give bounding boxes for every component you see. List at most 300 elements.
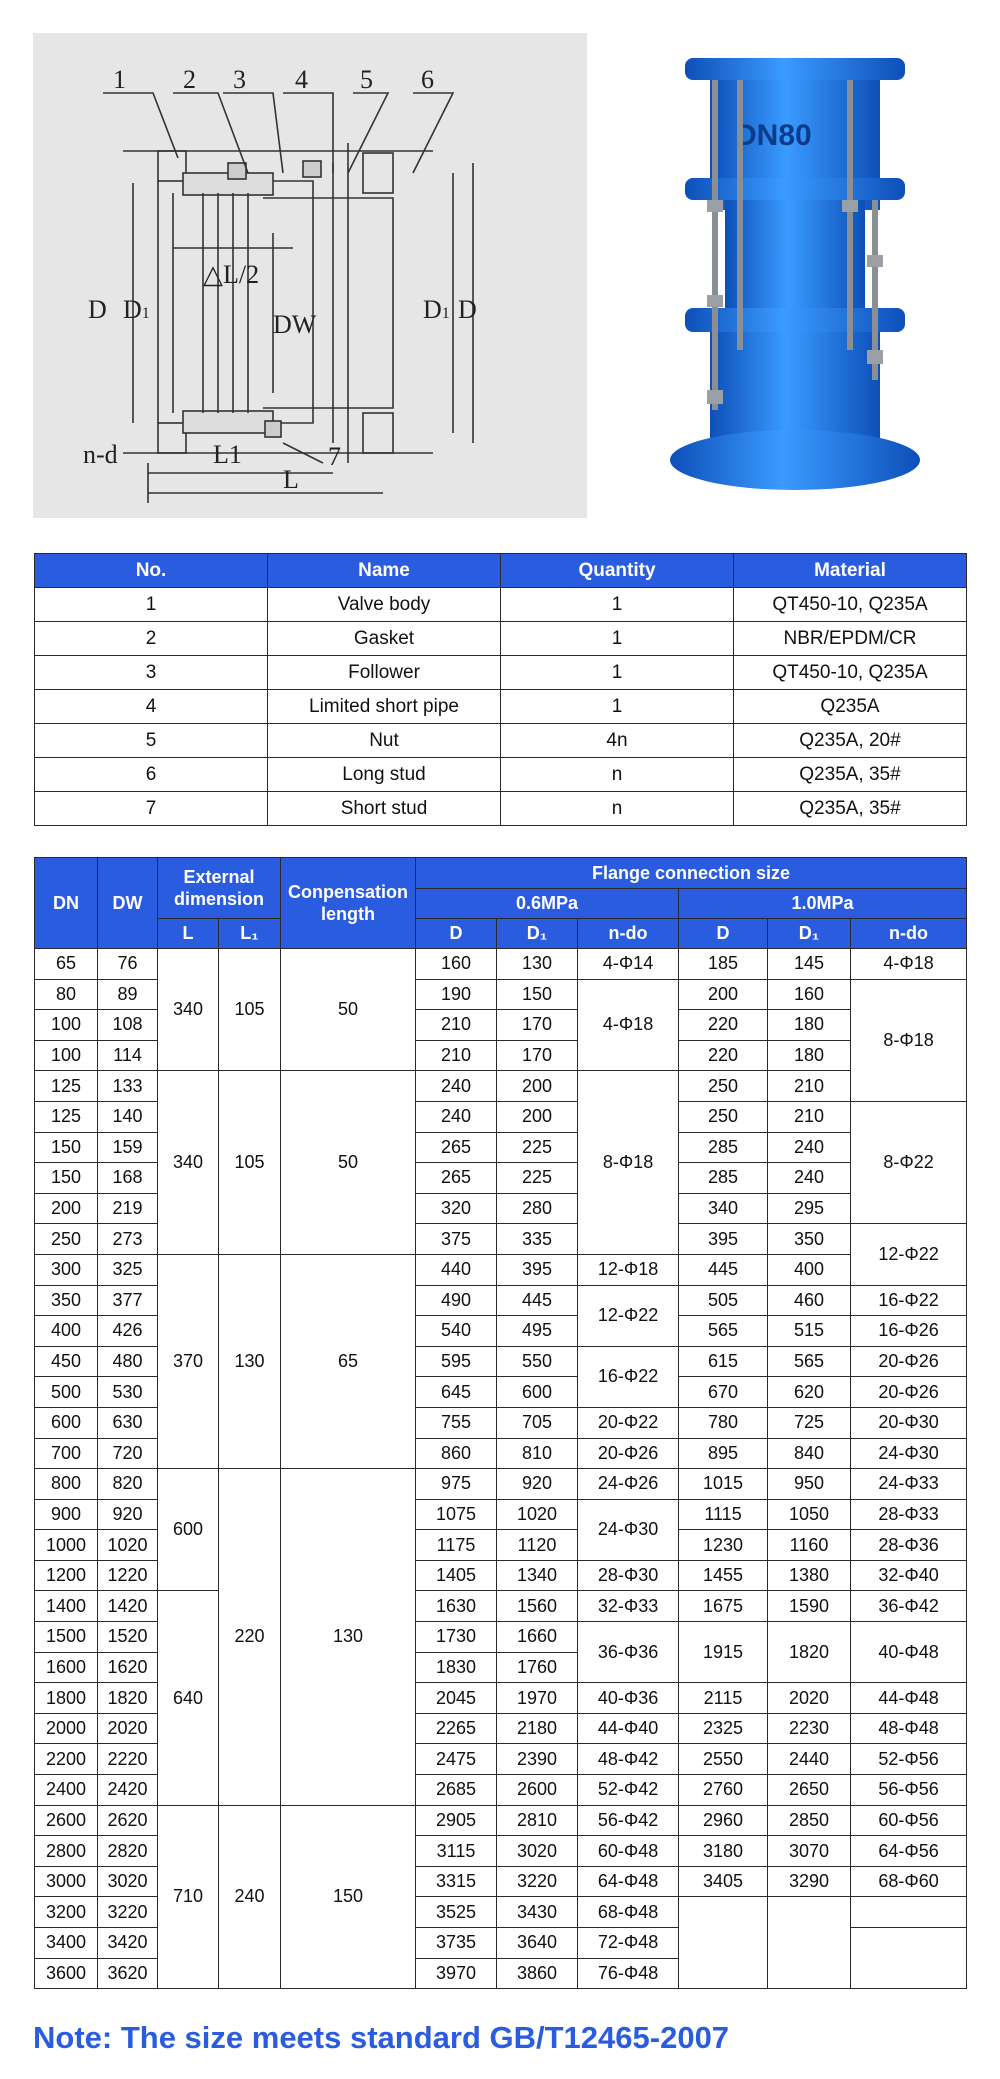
size-cell-D106: 2600 bbox=[497, 1775, 578, 1806]
size-cell-dw: 2620 bbox=[98, 1805, 158, 1836]
size-cell-D106: 3020 bbox=[497, 1836, 578, 1867]
size-cell-L1: 240 bbox=[219, 1805, 281, 1989]
size-cell-L: 340 bbox=[158, 1071, 219, 1255]
size-cell-dn: 100 bbox=[35, 1010, 98, 1041]
size-cell-ndo06: 4-Φ14 bbox=[578, 949, 679, 980]
dim-L: L bbox=[283, 465, 299, 494]
size-cell-D06: 3735 bbox=[416, 1928, 497, 1959]
size-cell-D10: 2960 bbox=[679, 1805, 768, 1836]
size-cell-ndo10: 52-Φ56 bbox=[851, 1744, 967, 1775]
size-cell-ndo06: 12-Φ22 bbox=[578, 1285, 679, 1346]
size-cell-dn: 600 bbox=[35, 1407, 98, 1438]
nut bbox=[707, 200, 723, 212]
parts-row bbox=[35, 792, 967, 826]
size-cell-D10: 1015 bbox=[679, 1469, 768, 1500]
size-cell-ndo10: 24-Φ30 bbox=[851, 1438, 967, 1469]
size-cell-dn: 125 bbox=[35, 1071, 98, 1102]
size-cell-D106: 130 bbox=[497, 949, 578, 980]
parts-cell: Q235A bbox=[734, 690, 967, 724]
parts-cell: Valve body bbox=[268, 588, 501, 622]
size-cell-D106: 1120 bbox=[497, 1530, 578, 1561]
size-cell-D06: 2475 bbox=[416, 1744, 497, 1775]
size-cell-dw: 1020 bbox=[98, 1530, 158, 1561]
size-cell-D10: 285 bbox=[679, 1163, 768, 1194]
callout-1: 1 bbox=[113, 65, 126, 94]
size-cell-dw: 2220 bbox=[98, 1744, 158, 1775]
parts-cell: 4 bbox=[35, 690, 268, 724]
product-photo bbox=[655, 50, 935, 510]
size-cell-dn: 2200 bbox=[35, 1744, 98, 1775]
parts-cell: n bbox=[501, 792, 734, 826]
size-cell-D10: 200 bbox=[679, 979, 768, 1010]
size-cell-dn: 2600 bbox=[35, 1805, 98, 1836]
size-cell-D110: 160 bbox=[768, 979, 851, 1010]
size-cell-ndo10: 4-Φ18 bbox=[851, 949, 967, 980]
size-cell-D106: 3430 bbox=[497, 1897, 578, 1928]
size-cell-dw: 3220 bbox=[98, 1897, 158, 1928]
header-dn: DN bbox=[35, 858, 98, 949]
bottom-flange bbox=[670, 430, 920, 490]
size-cell-D110: 180 bbox=[768, 1040, 851, 1071]
size-cell-dw: 530 bbox=[98, 1377, 158, 1408]
size-cell-D10: 445 bbox=[679, 1254, 768, 1285]
size-cell-L: 710 bbox=[158, 1805, 219, 1989]
size-cell-D06: 240 bbox=[416, 1101, 497, 1132]
size-cell-dw: 377 bbox=[98, 1285, 158, 1316]
size-cell-ndo06: 24-Φ26 bbox=[578, 1469, 679, 1500]
size-cell-ndo10: 64-Φ56 bbox=[851, 1836, 967, 1867]
size-cell-D06: 540 bbox=[416, 1316, 497, 1347]
size-cell-D110: 240 bbox=[768, 1163, 851, 1194]
size-cell-D10: 285 bbox=[679, 1132, 768, 1163]
header-L1: L₁ bbox=[219, 919, 281, 949]
header-L: L bbox=[158, 919, 219, 949]
parts-cell: 5 bbox=[35, 724, 268, 758]
size-cell-ndo06: 68-Φ48 bbox=[578, 1897, 679, 1928]
nut bbox=[707, 295, 723, 307]
size-cell-dw: 219 bbox=[98, 1193, 158, 1224]
header-compensation-length: Conpensation length bbox=[281, 858, 416, 949]
size-cell-ndo06: 48-Φ42 bbox=[578, 1744, 679, 1775]
size-cell-ndo06: 40-Φ36 bbox=[578, 1683, 679, 1714]
dim-D-right: D bbox=[458, 295, 477, 324]
size-cell-dw: 630 bbox=[98, 1407, 158, 1438]
size-cell-D110: 1050 bbox=[768, 1499, 851, 1530]
size-cell-ndo10: 40-Φ48 bbox=[851, 1622, 967, 1683]
size-cell-dn: 1200 bbox=[35, 1560, 98, 1591]
size-cell-D106: 200 bbox=[497, 1071, 578, 1102]
size-cell-dw: 3020 bbox=[98, 1866, 158, 1897]
size-cell-dn: 450 bbox=[35, 1346, 98, 1377]
size-cell-D110: 350 bbox=[768, 1224, 851, 1255]
size-row bbox=[35, 949, 967, 980]
size-cell-D06: 1630 bbox=[416, 1591, 497, 1622]
size-cell-dn: 400 bbox=[35, 1316, 98, 1347]
size-cell-dn: 2000 bbox=[35, 1713, 98, 1744]
dim-D-left: D bbox=[88, 295, 107, 324]
size-cell-ndo10 bbox=[851, 1897, 967, 1928]
size-cell-D110: 460 bbox=[768, 1285, 851, 1316]
size-cell-L: 370 bbox=[158, 1254, 219, 1468]
parts-cell: 2 bbox=[35, 622, 268, 656]
size-cell-D106: 1660 bbox=[497, 1622, 578, 1653]
callout-6: 6 bbox=[421, 65, 434, 94]
size-cell-D106: 150 bbox=[497, 979, 578, 1010]
size-cell-D06: 265 bbox=[416, 1132, 497, 1163]
size-cell-D06: 1830 bbox=[416, 1652, 497, 1683]
size-cell-ndo10: 48-Φ48 bbox=[851, 1713, 967, 1744]
size-cell-dn: 3600 bbox=[35, 1958, 98, 1989]
size-cell-L1: 130 bbox=[219, 1254, 281, 1468]
callout-3: 3 bbox=[233, 65, 246, 94]
size-cell-D106: 335 bbox=[497, 1224, 578, 1255]
size-cell-D10: 2115 bbox=[679, 1683, 768, 1714]
size-cell-D06: 645 bbox=[416, 1377, 497, 1408]
standard-note: Note: The size meets standard GB/T12465-2007 bbox=[33, 2020, 730, 2055]
size-cell-D06: 210 bbox=[416, 1040, 497, 1071]
size-cell-dn: 3400 bbox=[35, 1928, 98, 1959]
size-cell-D10: 250 bbox=[679, 1101, 768, 1132]
size-cell-D106: 225 bbox=[497, 1132, 578, 1163]
size-cell-ndo10: 8-Φ22 bbox=[851, 1101, 967, 1223]
size-cell-dw: 2420 bbox=[98, 1775, 158, 1806]
lower-pipe bbox=[710, 332, 880, 442]
size-cell-D106: 3860 bbox=[497, 1958, 578, 1989]
size-cell-D10: 3180 bbox=[679, 1836, 768, 1867]
size-cell-dw: 108 bbox=[98, 1010, 158, 1041]
size-cell-D06: 975 bbox=[416, 1469, 497, 1500]
size-cell-dw: 114 bbox=[98, 1040, 158, 1071]
joint-cross-section-diagram bbox=[33, 33, 587, 518]
size-cell-D06: 190 bbox=[416, 979, 497, 1010]
header-D1-06: D₁ bbox=[497, 919, 578, 949]
size-cell-D10 bbox=[679, 1897, 768, 1989]
size-cell-dw: 1520 bbox=[98, 1622, 158, 1653]
size-cell-ndo10: 60-Φ56 bbox=[851, 1805, 967, 1836]
size-cell-D06: 440 bbox=[416, 1254, 497, 1285]
nut bbox=[867, 255, 883, 267]
size-cell-dn: 65 bbox=[35, 949, 98, 980]
size-cell-dw: 1820 bbox=[98, 1683, 158, 1714]
size-cell-ndo10: 20-Φ26 bbox=[851, 1346, 967, 1377]
parts-cell: 4n bbox=[501, 724, 734, 758]
size-cell-ndo10: 36-Φ42 bbox=[851, 1591, 967, 1622]
size-cell-D110: 2440 bbox=[768, 1744, 851, 1775]
size-cell-dn: 900 bbox=[35, 1499, 98, 1530]
size-cell-D110: 400 bbox=[768, 1254, 851, 1285]
size-cell-D06: 3525 bbox=[416, 1897, 497, 1928]
size-cell-D06: 320 bbox=[416, 1193, 497, 1224]
size-cell-ndo10: 28-Φ33 bbox=[851, 1499, 967, 1530]
size-cell-dw: 920 bbox=[98, 1499, 158, 1530]
size-cell-ndo10: 16-Φ22 bbox=[851, 1285, 967, 1316]
size-cell-D106: 2390 bbox=[497, 1744, 578, 1775]
size-cell-D106: 280 bbox=[497, 1193, 578, 1224]
size-cell-ndo10: 32-Φ40 bbox=[851, 1560, 967, 1591]
size-cell-ndo10: 20-Φ26 bbox=[851, 1377, 967, 1408]
size-cell-D110 bbox=[768, 1897, 851, 1989]
size-cell-dw: 820 bbox=[98, 1469, 158, 1500]
callout-5: 5 bbox=[360, 65, 373, 94]
size-row bbox=[35, 1591, 967, 1622]
size-cell-D106: 170 bbox=[497, 1040, 578, 1071]
dim-delta-L2: △L/2 bbox=[203, 260, 260, 289]
size-cell-comp: 150 bbox=[281, 1805, 416, 1989]
header-D-10: D bbox=[679, 919, 768, 949]
size-cell-D06: 3115 bbox=[416, 1836, 497, 1867]
size-cell-ndo10: 20-Φ30 bbox=[851, 1407, 967, 1438]
size-cell-D06: 160 bbox=[416, 949, 497, 980]
size-cell-D110: 620 bbox=[768, 1377, 851, 1408]
size-cell-dn: 500 bbox=[35, 1377, 98, 1408]
size-cell-ndo06: 72-Φ48 bbox=[578, 1928, 679, 1959]
size-cell-D10: 1115 bbox=[679, 1499, 768, 1530]
size-cell-D06: 375 bbox=[416, 1224, 497, 1255]
size-cell-dw: 3620 bbox=[98, 1958, 158, 1989]
header-0-6mpa: 0.6MPa bbox=[416, 889, 679, 919]
size-cell-dn: 250 bbox=[35, 1224, 98, 1255]
size-cell-dn: 150 bbox=[35, 1163, 98, 1194]
size-cell-D110: 565 bbox=[768, 1346, 851, 1377]
size-cell-dw: 1420 bbox=[98, 1591, 158, 1622]
size-cell-ndo06: 4-Φ18 bbox=[578, 979, 679, 1071]
parts-cell: 3 bbox=[35, 656, 268, 690]
size-cell-dn: 3200 bbox=[35, 1897, 98, 1928]
size-cell-D10: 565 bbox=[679, 1316, 768, 1347]
size-cell-ndo06: 8-Φ18 bbox=[578, 1071, 679, 1255]
header-ndo-06: n-do bbox=[578, 919, 679, 949]
parts-row bbox=[35, 758, 967, 792]
size-cell-comp: 50 bbox=[281, 949, 416, 1071]
size-cell-L: 600 bbox=[158, 1469, 219, 1591]
size-cell-dn: 800 bbox=[35, 1469, 98, 1500]
size-cell-D10: 395 bbox=[679, 1224, 768, 1255]
parts-row bbox=[35, 588, 967, 622]
size-cell-D06: 755 bbox=[416, 1407, 497, 1438]
size-cell-D110: 2230 bbox=[768, 1713, 851, 1744]
size-cell-ndo06: 52-Φ42 bbox=[578, 1775, 679, 1806]
size-cell-comp: 65 bbox=[281, 1254, 416, 1468]
size-cell-dn: 1600 bbox=[35, 1652, 98, 1683]
size-cell-dw: 2020 bbox=[98, 1713, 158, 1744]
size-cell-dn: 1400 bbox=[35, 1591, 98, 1622]
parts-cell: QT450-10, Q235A bbox=[734, 656, 967, 690]
size-cell-dw: 2820 bbox=[98, 1836, 158, 1867]
parts-cell: 1 bbox=[501, 690, 734, 724]
size-cell-D106: 200 bbox=[497, 1101, 578, 1132]
size-cell-D10: 1230 bbox=[679, 1530, 768, 1561]
size-cell-dw: 159 bbox=[98, 1132, 158, 1163]
size-cell-dw: 3420 bbox=[98, 1928, 158, 1959]
size-cell-dw: 273 bbox=[98, 1224, 158, 1255]
size-cell-dn: 350 bbox=[35, 1285, 98, 1316]
size-cell-ndo06: 24-Φ30 bbox=[578, 1499, 679, 1560]
parts-cell: Long stud bbox=[268, 758, 501, 792]
size-cell-dw: 168 bbox=[98, 1163, 158, 1194]
size-cell-D110: 1380 bbox=[768, 1560, 851, 1591]
size-cell-D06: 210 bbox=[416, 1010, 497, 1041]
size-cell-D106: 1970 bbox=[497, 1683, 578, 1714]
size-cell-D106: 705 bbox=[497, 1407, 578, 1438]
size-cell-ndo06: 20-Φ22 bbox=[578, 1407, 679, 1438]
size-cell-D110: 210 bbox=[768, 1101, 851, 1132]
parts-row bbox=[35, 656, 967, 690]
size-cell-comp: 130 bbox=[281, 1469, 416, 1806]
size-cell-D10: 780 bbox=[679, 1407, 768, 1438]
technical-drawing bbox=[33, 33, 587, 518]
size-cell-D10: 895 bbox=[679, 1438, 768, 1469]
size-cell-D106: 170 bbox=[497, 1010, 578, 1041]
header-D-06: D bbox=[416, 919, 497, 949]
parts-row bbox=[35, 724, 967, 758]
size-cell-dn: 125 bbox=[35, 1101, 98, 1132]
parts-cell: Follower bbox=[268, 656, 501, 690]
header-quantity: Quantity bbox=[501, 554, 734, 588]
size-cell-D110: 840 bbox=[768, 1438, 851, 1469]
size-cell-ndo06: 36-Φ36 bbox=[578, 1622, 679, 1683]
size-cell-dw: 1620 bbox=[98, 1652, 158, 1683]
size-row bbox=[35, 1469, 967, 1500]
size-cell-D110: 180 bbox=[768, 1010, 851, 1041]
size-cell-dn: 100 bbox=[35, 1040, 98, 1071]
size-cell-dw: 89 bbox=[98, 979, 158, 1010]
parts-header-row bbox=[35, 554, 967, 588]
size-cell-D06: 1075 bbox=[416, 1499, 497, 1530]
size-cell-D110: 1590 bbox=[768, 1591, 851, 1622]
parts-cell: Limited short pipe bbox=[268, 690, 501, 724]
size-cell-ndo06: 76-Φ48 bbox=[578, 1958, 679, 1989]
size-cell-D06: 2045 bbox=[416, 1683, 497, 1714]
size-cell-ndo10: 44-Φ48 bbox=[851, 1683, 967, 1714]
size-cell-D10: 340 bbox=[679, 1193, 768, 1224]
size-cell-dw: 720 bbox=[98, 1438, 158, 1469]
parts-cell: Short stud bbox=[268, 792, 501, 826]
size-cell-D10: 2325 bbox=[679, 1713, 768, 1744]
size-cell-D10: 1915 bbox=[679, 1622, 768, 1683]
nut bbox=[842, 200, 858, 212]
size-row bbox=[35, 1805, 967, 1836]
size-cell-L1: 105 bbox=[219, 1071, 281, 1255]
size-cell-D106: 3640 bbox=[497, 1928, 578, 1959]
size-cell-D110: 2850 bbox=[768, 1805, 851, 1836]
size-cell-ndo06: 20-Φ26 bbox=[578, 1438, 679, 1469]
parts-row bbox=[35, 690, 967, 724]
size-cell-comp: 50 bbox=[281, 1071, 416, 1255]
header-flange-connection-size: Flange connection size bbox=[416, 858, 967, 889]
size-cell-ndo10: 16-Φ26 bbox=[851, 1316, 967, 1347]
size-cell-D106: 3220 bbox=[497, 1866, 578, 1897]
size-cell-dw: 1220 bbox=[98, 1560, 158, 1591]
callout-4: 4 bbox=[295, 65, 308, 94]
size-cell-dw: 480 bbox=[98, 1346, 158, 1377]
parts-cell: QT450-10, Q235A bbox=[734, 588, 967, 622]
size-cell-D06: 860 bbox=[416, 1438, 497, 1469]
parts-cell: 6 bbox=[35, 758, 268, 792]
parts-table bbox=[34, 553, 967, 826]
size-cell-dn: 200 bbox=[35, 1193, 98, 1224]
parts-cell: 1 bbox=[501, 656, 734, 690]
size-cell-D110: 725 bbox=[768, 1407, 851, 1438]
size-cell-D110: 515 bbox=[768, 1316, 851, 1347]
callout-7: 7 bbox=[328, 442, 341, 471]
size-cell-D106: 1560 bbox=[497, 1591, 578, 1622]
size-cell-ndo06: 56-Φ42 bbox=[578, 1805, 679, 1836]
parts-cell: Gasket bbox=[268, 622, 501, 656]
size-cell-ndo10: 8-Φ18 bbox=[851, 979, 967, 1101]
size-cell-D06: 265 bbox=[416, 1163, 497, 1194]
size-cell-dw: 140 bbox=[98, 1101, 158, 1132]
expansion-joint-illustration bbox=[655, 50, 935, 510]
size-cell-D10: 2550 bbox=[679, 1744, 768, 1775]
parts-row bbox=[35, 622, 967, 656]
size-cell-D106: 600 bbox=[497, 1377, 578, 1408]
size-cell-D110: 1820 bbox=[768, 1622, 851, 1683]
size-header-row-3 bbox=[35, 919, 967, 949]
middle-pipe bbox=[725, 200, 865, 310]
size-cell-D06: 1730 bbox=[416, 1622, 497, 1653]
size-cell-D110: 210 bbox=[768, 1071, 851, 1102]
size-cell-D106: 1760 bbox=[497, 1652, 578, 1683]
size-cell-dn: 700 bbox=[35, 1438, 98, 1469]
size-cell-ndo10 bbox=[851, 1928, 967, 1989]
size-cell-D110: 3290 bbox=[768, 1866, 851, 1897]
size-cell-D10: 220 bbox=[679, 1010, 768, 1041]
size-table bbox=[34, 857, 967, 1989]
size-cell-ndo10: 68-Φ60 bbox=[851, 1866, 967, 1897]
pipe-marking: DN80 bbox=[735, 119, 812, 152]
header-no: No. bbox=[35, 554, 268, 588]
size-cell-ndo10: 24-Φ33 bbox=[851, 1469, 967, 1500]
size-cell-D06: 1175 bbox=[416, 1530, 497, 1561]
size-cell-D110: 2020 bbox=[768, 1683, 851, 1714]
size-header-row-1 bbox=[35, 858, 967, 889]
header-material: Material bbox=[734, 554, 967, 588]
size-cell-D06: 240 bbox=[416, 1071, 497, 1102]
size-cell-dn: 300 bbox=[35, 1254, 98, 1285]
parts-cell: Q235A, 35# bbox=[734, 758, 967, 792]
size-cell-dn: 1800 bbox=[35, 1683, 98, 1714]
size-cell-L: 340 bbox=[158, 949, 219, 1071]
size-cell-D06: 595 bbox=[416, 1346, 497, 1377]
size-cell-dn: 150 bbox=[35, 1132, 98, 1163]
size-cell-dn: 80 bbox=[35, 979, 98, 1010]
size-cell-ndo06: 32-Φ33 bbox=[578, 1591, 679, 1622]
size-cell-dn: 1500 bbox=[35, 1622, 98, 1653]
size-cell-D106: 550 bbox=[497, 1346, 578, 1377]
size-cell-ndo06: 28-Φ30 bbox=[578, 1560, 679, 1591]
size-cell-ndo10: 12-Φ22 bbox=[851, 1224, 967, 1285]
header-dw: DW bbox=[98, 858, 158, 949]
dim-D1-right: D1 bbox=[423, 295, 450, 324]
size-cell-D110: 3070 bbox=[768, 1836, 851, 1867]
size-row bbox=[35, 1254, 967, 1285]
size-cell-L: 640 bbox=[158, 1591, 219, 1805]
size-cell-D10: 1675 bbox=[679, 1591, 768, 1622]
size-cell-D06: 1405 bbox=[416, 1560, 497, 1591]
size-cell-L1: 220 bbox=[219, 1469, 281, 1806]
size-cell-dw: 133 bbox=[98, 1071, 158, 1102]
size-cell-D110: 950 bbox=[768, 1469, 851, 1500]
size-cell-D106: 2810 bbox=[497, 1805, 578, 1836]
size-cell-dw: 325 bbox=[98, 1254, 158, 1285]
parts-cell: Q235A, 20# bbox=[734, 724, 967, 758]
size-cell-D110: 145 bbox=[768, 949, 851, 980]
top-flange bbox=[685, 58, 905, 80]
size-cell-ndo06: 64-Φ48 bbox=[578, 1866, 679, 1897]
header-D1-10: D₁ bbox=[768, 919, 851, 949]
size-cell-D10: 1455 bbox=[679, 1560, 768, 1591]
size-cell-D10: 220 bbox=[679, 1040, 768, 1071]
